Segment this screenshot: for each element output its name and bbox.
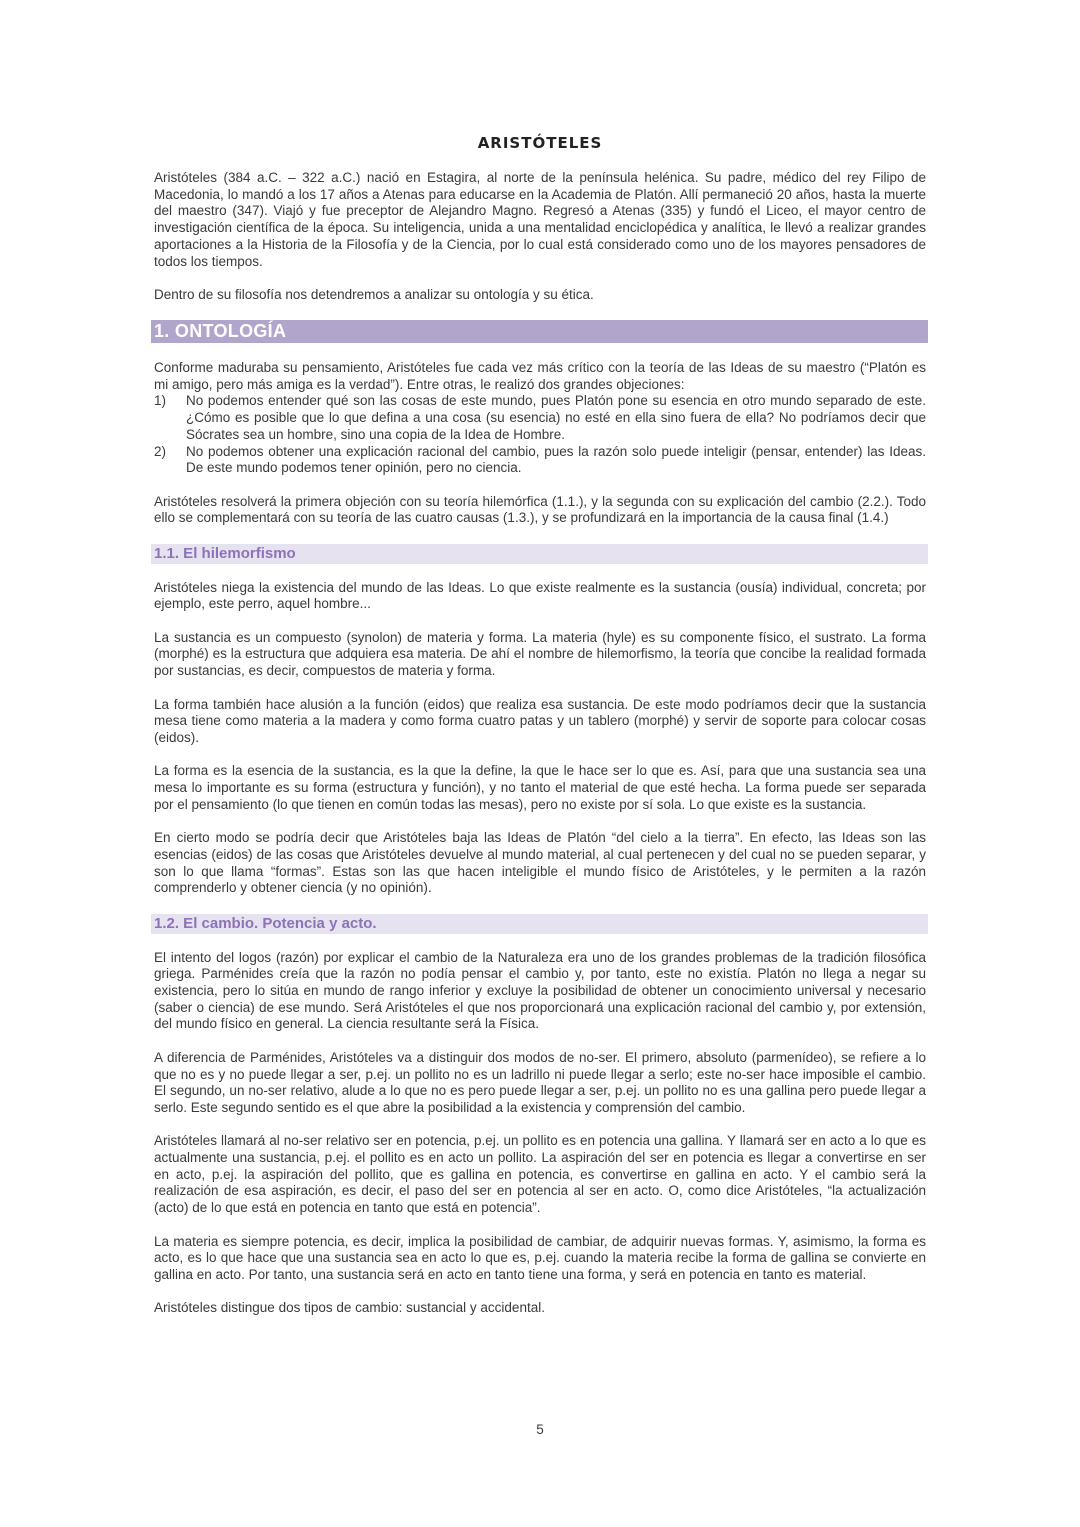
- intro-paragraph-scope: Dentro de su filosofía nos detendremos a analizar su ontología y su ética.: [154, 286, 594, 302]
- subsection-heading-hilemorfismo: 1.1. El hilemorfismo: [151, 544, 928, 564]
- section-summary-paragraph: Aristóteles resolverá la primera objeción con su teoría hilemórfica (1.1.), y la segunda con su explicación del cambio (2.2.). Todo ello se complementará con su teoría de las cuatro causas (1.3.), y se profundizará en la importancia de la causa final (1.4.): [154, 493, 926, 526]
- list-item: [154, 393, 926, 443]
- list-item: [154, 444, 926, 477]
- page-number: 5: [536, 1422, 544, 1437]
- list-item-number: 1): [154, 393, 167, 409]
- body-paragraph: En cierto modo se podría decir que Aristóteles baja las Ideas de Platón “del cielo a la tierra”. En efecto, las Ideas son las esencias (eidos) de las cosas que Aristóteles devuelve al mundo material, al cual pertenecen y del cual no se pueden separar, y son lo que llama “formas”. Estas son las que hacen inteligible el mundo físico de Aristóteles, y le permiten a la razón comprenderlo y obtener ciencia (y no opinión).: [154, 830, 926, 896]
- body-paragraph: La forma es la esencia de la sustancia, es la que la define, la que le hace ser lo que es. Así, para que una sustancia sea una mesa lo importante es su forma (estructura y función), y no tanto el material de que esté hecha. La forma puede ser separada por el pensamiento (lo que tienen en común todas las mesas), pero no existe por sí sola. Lo que existe es la sustancia.: [154, 763, 926, 812]
- list-item-number: 2): [154, 443, 167, 459]
- subsection-heading-cambio: 1.2. El cambio. Potencia y acto.: [151, 914, 928, 934]
- body-paragraph: Aristóteles niega la existencia del mundo de las Ideas. Lo que existe realmente es la sustancia (ousía) individual, concreta; por ejemplo, este perro, aquel hombre...: [154, 579, 926, 612]
- list-item-text: No podemos obtener una explicación racional del cambio, pues la razón solo puede inteligir (pensar, entender) las Ideas. De este mundo podemos tener opinión, pero no ciencia.: [186, 443, 926, 476]
- intro-paragraph-biography: Aristóteles (384 a.C. – 322 a.C.) nació en Estagira, al norte de la península helénica. Su padre, médico del rey Filipo de Macedonia, lo mandó a los 17 años a Atenas para educarse en la Academia de Platón. Allí permaneció 20 años, hasta la muerte del maestro (347). Viajó y fue preceptor de Alejandro Magno. Regresó a Atenas (335) y fundó el Liceo, el mayor centro de investigación científica de la época. Su inteligencia, unida a una mentalidad enciclopédica y analítica, le llevó a realizar grandes aportaciones a la Historia de la Filosofía y de la Ciencia, por lo cual está considerado como uno de los mayores pensadores de todos los tiempos.: [154, 170, 926, 269]
- content-column: [154, 130, 926, 1334]
- body-paragraph: Aristóteles llamará al no-ser relativo ser en potencia, p.ej. un pollito es en potencia una gallina. Y llamará ser en acto a lo que es actualmente una sustancia, p.ej. el pollito es en acto un pollito. La aspiración del ser en potencia es llegar a convertirse en ser en acto, p.ej. la aspiración del pollito, que es gallina en potencia, es convertirse en gallina en acto. Y el cambio será la realización de esa aspiración, es decir, el paso del ser en potencia al ser en acto. O, como dice Aristóteles, “la actualización (acto) de lo que está en potencia en tanto que está en potencia”.: [154, 1133, 926, 1216]
- body-paragraph: Aristóteles distingue dos tipos de cambio: sustancial y accidental.: [154, 1300, 545, 1316]
- body-paragraph: La materia es siempre potencia, es decir, implica la posibilidad de cambiar, de adquirir nuevas formas. Y, asimismo, la forma es acto, es lo que hace que una sustancia sea en acto lo que es, p.ej. cuando la materia recibe la forma de gallina se convierte en gallina en acto. Por tanto, una sustancia será en acto en tanto tiene una forma, y será en potencia en tanto es material.: [154, 1233, 926, 1282]
- list-item-text: No podemos entender qué son las cosas de este mundo, pues Platón pone su esencia en otro mundo separado de este. ¿Cómo es posible que lo que defina a una cosa (su esencia) no esté en ella sino fuera de ella? No podríamos decir que Sócrates sea un hombre, sino una copia de la Idea de Hombre.: [186, 393, 926, 442]
- body-paragraph: A diferencia de Parménides, Aristóteles va a distinguir dos modos de no-ser. El primero, absoluto (parmenídeo), se refiere a lo que no es y no puede llegar a ser, p.ej. un pollito no es un ladrillo ni puede llegar a serlo; este no-ser hace imposible el cambio. El segundo, un no-ser relativo, alude a lo que no es pero puede llegar a ser, p.ej. un pollito no es una gallina pero puede llegar a serlo. Este segundo sentido es el que abre la posibilidad a la existencia y comprensión del cambio.: [154, 1049, 926, 1115]
- document-title: ARISTÓTELES: [477, 134, 603, 152]
- body-paragraph: La sustancia es un compuesto (synolon) de materia y forma. La materia (hyle) es su componente físico, el sustrato. La forma (morphé) es la estructura que adquiera esa materia. De ahí el nombre de hilemorfismo, la teoría que concibe la realidad formada por sustancias, es decir, compuestos de materia y forma.: [154, 629, 926, 679]
- section-lead-paragraph: Conforme maduraba su pensamiento, Aristóteles fue cada vez más crítico con la teoría de las Ideas de su maestro (“Platón es mi amigo, pero más amiga es la verdad”). Entre otras, le realizó dos grandes objeciones:: [154, 359, 926, 392]
- section-heading-ontologia: 1. ONTOLOGÍA: [151, 320, 928, 343]
- body-paragraph: El intento del logos (razón) por explicar el cambio de la Naturaleza era uno de los grandes problemas de la tradición filosófica griega. Parménides creía que la razón no podía pensar el cambio y, por tanto, este no existía. Platón no llega a negar su existencia, pero lo sitúa en mundo de rango inferior y excluye la posibilidad de obtener un conocimiento universal y necesario (saber o ciencia) de ese mundo. Será Aristóteles el que nos proporcionará una explicación racional del cambio y, por extensión, del mundo físico en general. La ciencia resultante será la Física.: [154, 949, 926, 1032]
- objections-list: [154, 393, 926, 477]
- body-paragraph: La forma también hace alusión a la función (eidos) que realiza esa sustancia. De este modo podríamos decir que la sustancia mesa tiene como materia a la madera y como forma cuatro patas y un tablero (morphé) y servir de soporte para colocar cosas (eidos).: [154, 696, 926, 745]
